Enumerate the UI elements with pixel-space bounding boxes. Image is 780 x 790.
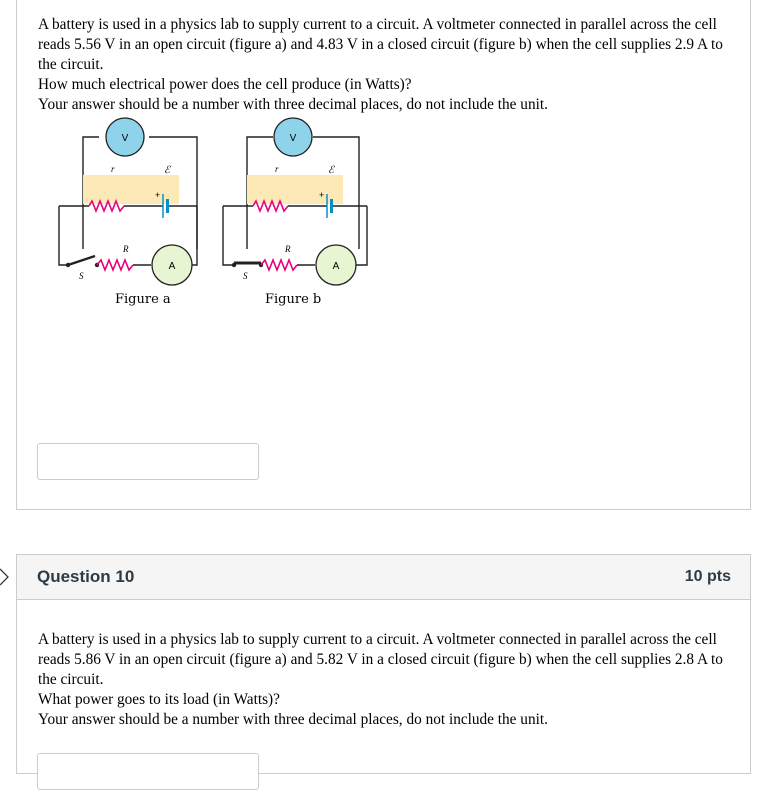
question-9-text: [38, 15, 738, 115]
plus-a-label: +: [155, 190, 161, 200]
question-10-paragraph-3: Your answer should be a number with three decimal places, do not include the unit.: [38, 711, 548, 728]
question-10-answer-input[interactable]: [37, 753, 259, 790]
question-10-title: Question 10: [37, 567, 135, 586]
battery-zone-b: [247, 175, 343, 204]
figure-a-caption: Figure a: [115, 292, 171, 307]
load-resistor-b: [261, 260, 297, 270]
switch-a-lever: [68, 256, 95, 265]
switch-b-label: S: [243, 271, 248, 281]
voltmeter-b-label: V: [289, 133, 297, 144]
load-resistor-b-label: R: [285, 244, 291, 254]
emf-b-label: ℰ: [328, 165, 335, 176]
cell-plate-short-b: [330, 199, 333, 213]
cell-plate-short-a: [166, 199, 169, 213]
question-10-paragraph-2: What power goes to its load (in Watts)?: [38, 691, 280, 708]
figure-b-caption: Figure b: [265, 292, 322, 307]
internal-resistance-b-label: r: [275, 164, 279, 174]
question-9-paragraph-1: A battery is used in a physics lab to supply current to a circuit. A voltmeter connected in parallel across the cell reads 5.56 V in an open circuit (figure a) and 4.83 V in a closed circuit (figure b) when the cell supplies 2.9 A to the circuit.: [38, 16, 723, 73]
question-10-paragraph-1: A battery is used in a physics lab to supply current to a circuit. A voltmeter connected in parallel across the cell reads 5.86 V in an open circuit (figure a) and 5.82 V in a closed circuit (figure b) when the cell supplies 2.8 A to the circuit.: [38, 631, 723, 688]
ammeter-b-label: A: [332, 261, 340, 272]
switch-a-label: S: [79, 271, 84, 281]
question-9-paragraph-3: Your answer should be a number with three decimal places, do not include the unit.: [38, 96, 548, 113]
question-9-paragraph-2: How much electrical power does the cell produce (in Watts)?: [38, 76, 412, 93]
question-10-header: [17, 555, 750, 600]
question-9-card: [16, 0, 751, 510]
circuit-figure-b: [223, 118, 367, 307]
question-9-answer-input[interactable]: [37, 443, 259, 480]
load-resistor-a: [97, 260, 133, 270]
battery-zone-a: [83, 175, 179, 204]
chevron-right-icon[interactable]: [0, 568, 10, 586]
circuit-figure-a: [59, 118, 197, 307]
load-resistor-a-label: R: [123, 244, 129, 254]
plus-b-label: +: [319, 190, 325, 200]
circuit-figures: [39, 112, 369, 312]
ammeter-a-label: A: [168, 261, 176, 272]
question-10-text: [38, 630, 738, 730]
question-10-points: 10 pts: [684, 568, 731, 585]
voltmeter-a-label: V: [121, 133, 129, 144]
question-10-card: [16, 554, 751, 774]
emf-a-label: ℰ: [164, 165, 171, 176]
internal-resistance-a-label: r: [111, 164, 115, 174]
